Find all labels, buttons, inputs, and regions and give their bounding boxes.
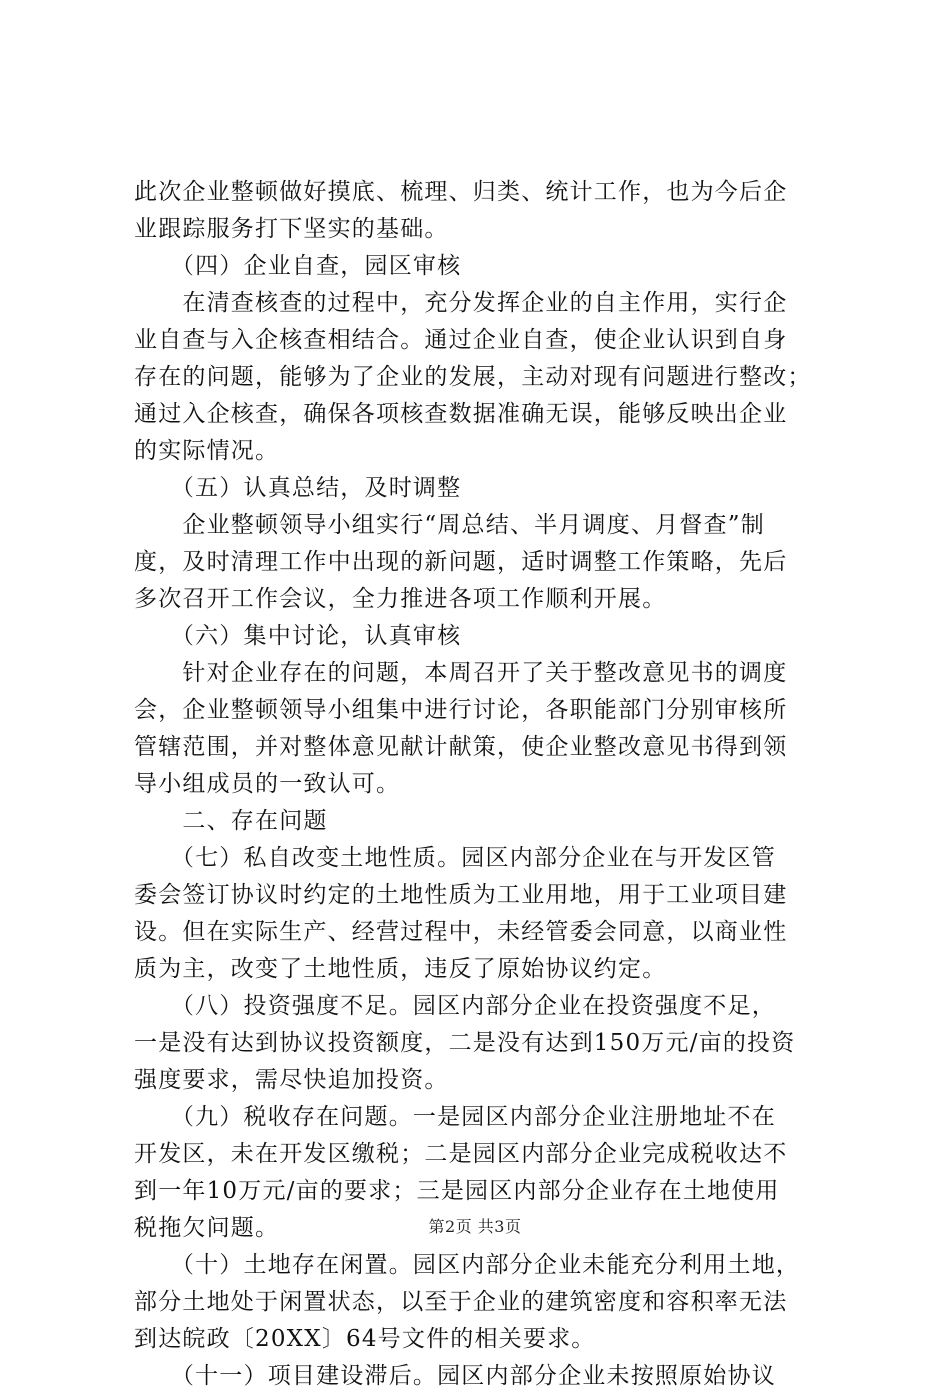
section-heading: （四）企业自查，园区审核	[134, 253, 462, 279]
section-heading: （五）认真总结，及时调整	[134, 475, 462, 501]
section-heading: 二、存在问题	[134, 808, 328, 834]
text-line: 税拖欠问题。	[134, 1215, 280, 1241]
text-line: 到一年10万元/亩的要求；三是园区内部分企业存在土地使用	[134, 1178, 780, 1204]
text-line: 通过入企核查，确保各项核查数据准确无误，能够反映出企业	[134, 401, 788, 427]
text-line: 导小组成员的一致认可。	[134, 771, 401, 797]
text-line: 存在的问题，能够为了企业的发展，主动对现有问题进行整改；	[134, 364, 812, 390]
text-line: 度，及时清理工作中出现的新问题，适时调整工作策略，先后	[134, 549, 788, 575]
text-line: （七）私自改变土地性质。园区内部分企业在与开发区管	[134, 845, 776, 871]
text-line: （十一）项目建设滞后。园区内部分企业未按照原始协议	[134, 1363, 776, 1389]
text-line: 设。但在实际生产、经营过程中，未经管委会同意，以商业性	[134, 919, 788, 945]
text-line: 强度要求，需尽快追加投资。	[134, 1067, 449, 1093]
text-line: 部分土地处于闲置状态，以至于企业的建筑密度和容积率无法	[134, 1289, 788, 1315]
text-line: 的实际情况。	[134, 438, 280, 464]
text-line: 企业整顿领导小组实行“周总结、半月调度、月督查”制	[134, 512, 765, 538]
text-line: 会，企业整顿领导小组集中进行讨论，各职能部门分别审核所	[134, 697, 788, 723]
text-line: 管辖范围，并对整体意见献计献策，使企业整改意见书得到领	[134, 734, 788, 760]
text-line: 质为主，改变了土地性质，违反了原始协议约定。	[134, 956, 667, 982]
section-heading: （六）集中讨论，认真审核	[134, 623, 462, 649]
page-number-footer: 第2页 共3页	[428, 1217, 522, 1236]
text-line: 业自查与入企核查相结合。通过企业自查，使企业认识到自身	[134, 327, 788, 353]
text-line: 开发区，未在开发区缴税；二是园区内部分企业完成税收达不	[134, 1141, 788, 1167]
text-line: 委会签订协议时约定的土地性质为工业用地，用于工业项目建	[134, 882, 788, 908]
text-line: 到达皖政〔20XX〕64号文件的相关要求。	[134, 1326, 596, 1352]
text-line: 多次召开工作会议，全力推进各项工作顺利开展。	[134, 586, 667, 612]
text-line: （八）投资强度不足。园区内部分企业在投资强度不足，	[134, 993, 776, 1019]
text-line: （十）土地存在闲置。园区内部分企业未能充分利用土地，	[134, 1252, 801, 1278]
text-line: 一是没有达到协议投资额度，二是没有达到150万元/亩的投资	[134, 1030, 796, 1056]
document-body	[134, 174, 834, 1395]
text-line: 在清查核查的过程中，充分发挥企业的自主作用，实行企	[134, 290, 788, 316]
text-line: （九）税收存在问题。一是园区内部分企业注册地址不在	[134, 1104, 776, 1130]
text-line: 业跟踪服务打下坚实的基础。	[134, 216, 449, 242]
text-line: 针对企业存在的问题，本周召开了关于整改意见书的调度	[134, 660, 788, 686]
text-line: 此次企业整顿做好摸底、梳理、归类、统计工作，也为今后企	[134, 179, 788, 205]
